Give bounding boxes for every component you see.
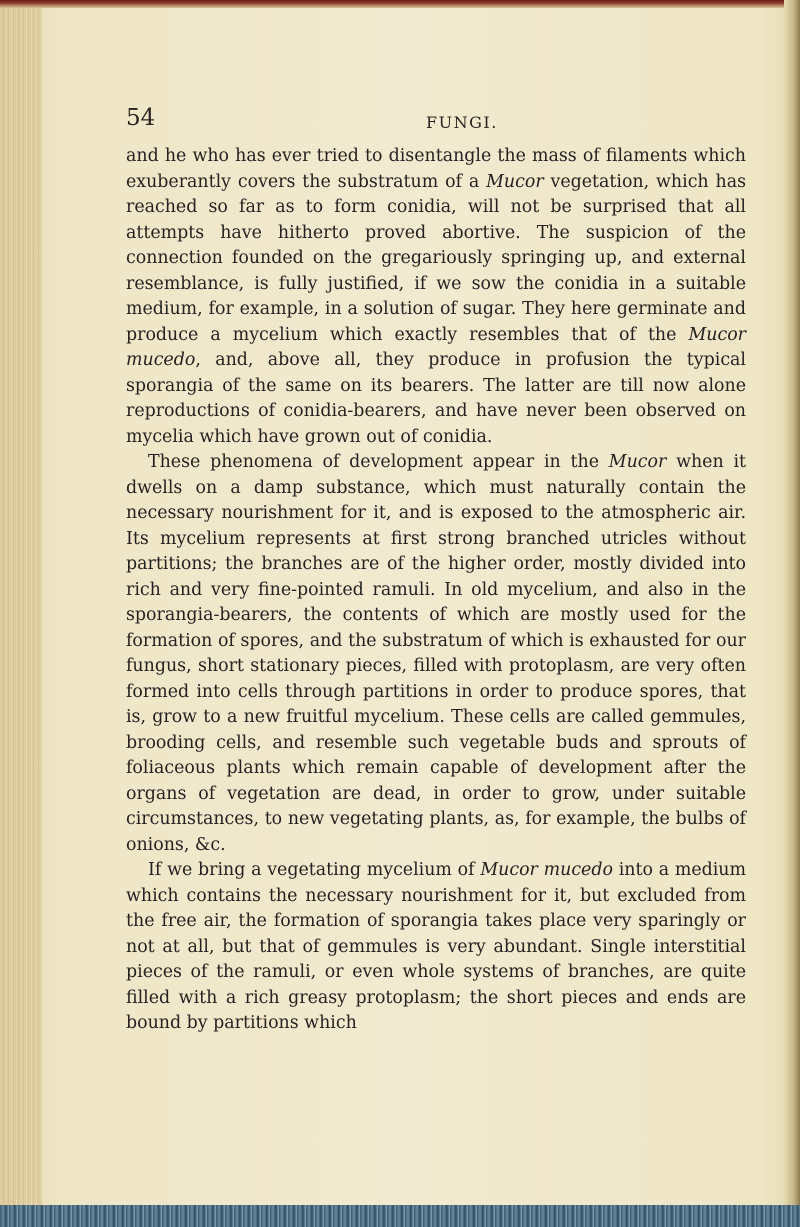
text-run: when it dwells on a damp substance, which must naturally contain the necessary nourishment for it, and is exposed to the atmospheric air. Its mycelium represents at first strong branched utricles without partitions; the branches are of the higher order, mostly divided into rich and very fine-pointed ramuli. In old mycelium, and also in the sporangia-bearers, the contents of which are mostly used for the formation of spores, and the substratum of which is exhausted for our fungus, short stationary pieces, filled with protoplasm, are very often formed into cells through partitions in order to produce spores, that is, grow to a new fruitful mycelium. These cells are called gemmules, brooding cells, and resemble such vegetable buds and sprouts of foliaceous plants which remain capable of development after the organs of vegetation are dead, in order to grow, under suitable circumstances, to new vegetating plants, as, for example, the bulbs of onions, &c. <box>126 452 746 855</box>
paragraph <box>126 144 746 450</box>
italic-term: Mucor <box>608 452 667 472</box>
body-text <box>126 144 746 1037</box>
italic-term: Mucor <box>486 171 544 192</box>
text-run: vegetation, which has reached so far as to form conidia, will not be surprised that all attempts have hitherto proved abortive. The suspicion of the connection founded on the gregariously springing up, and external resemblance, is fully justified, if we sow the conidia in a suitable medium, for example, in a solution of sugar. They here germinate and produce a mycelium which exactly resembles that of the <box>126 171 747 345</box>
text-run: into a medium which contains the necessary nourishment for it, but excluded from the free air, the formation of sporangia takes place very sparingly or not at all, but that of gemmules is very abundant. Single interstitial pieces of the ramuli, or even whole systems of branches, are quite filled with a rich greasy protoplasm; the short pieces and ends are bound by partitions which <box>126 860 746 1033</box>
paragraph <box>126 858 746 1037</box>
bottom-page-edge <box>0 1205 800 1227</box>
page-number: 54 <box>126 105 156 131</box>
text-run: and he who has ever tried to disentangle the mass of filaments which exuberantly covers the substratum of a <box>126 146 746 192</box>
paragraph <box>126 450 746 858</box>
running-head: FUNGI. <box>426 113 498 132</box>
right-page-edge <box>784 0 800 1227</box>
top-page-edge <box>0 0 800 8</box>
text-run: These phenomena of development appear in the <box>148 452 609 472</box>
text-run: , and, above all, they produce in profusion the typical sporangia of the same on its bearers. The latter are till now alone reproductions of conidia-bearers, and have never been observed on mycelia which have grown out of conidia. <box>126 350 746 447</box>
text-run: If we bring a vegetating mycelium of <box>148 860 481 880</box>
page-header <box>126 105 744 139</box>
italic-term: Mucor mucedo <box>480 860 613 880</box>
italic-term: Mucor mucedo <box>126 324 746 370</box>
book-spine-edge <box>0 0 42 1227</box>
